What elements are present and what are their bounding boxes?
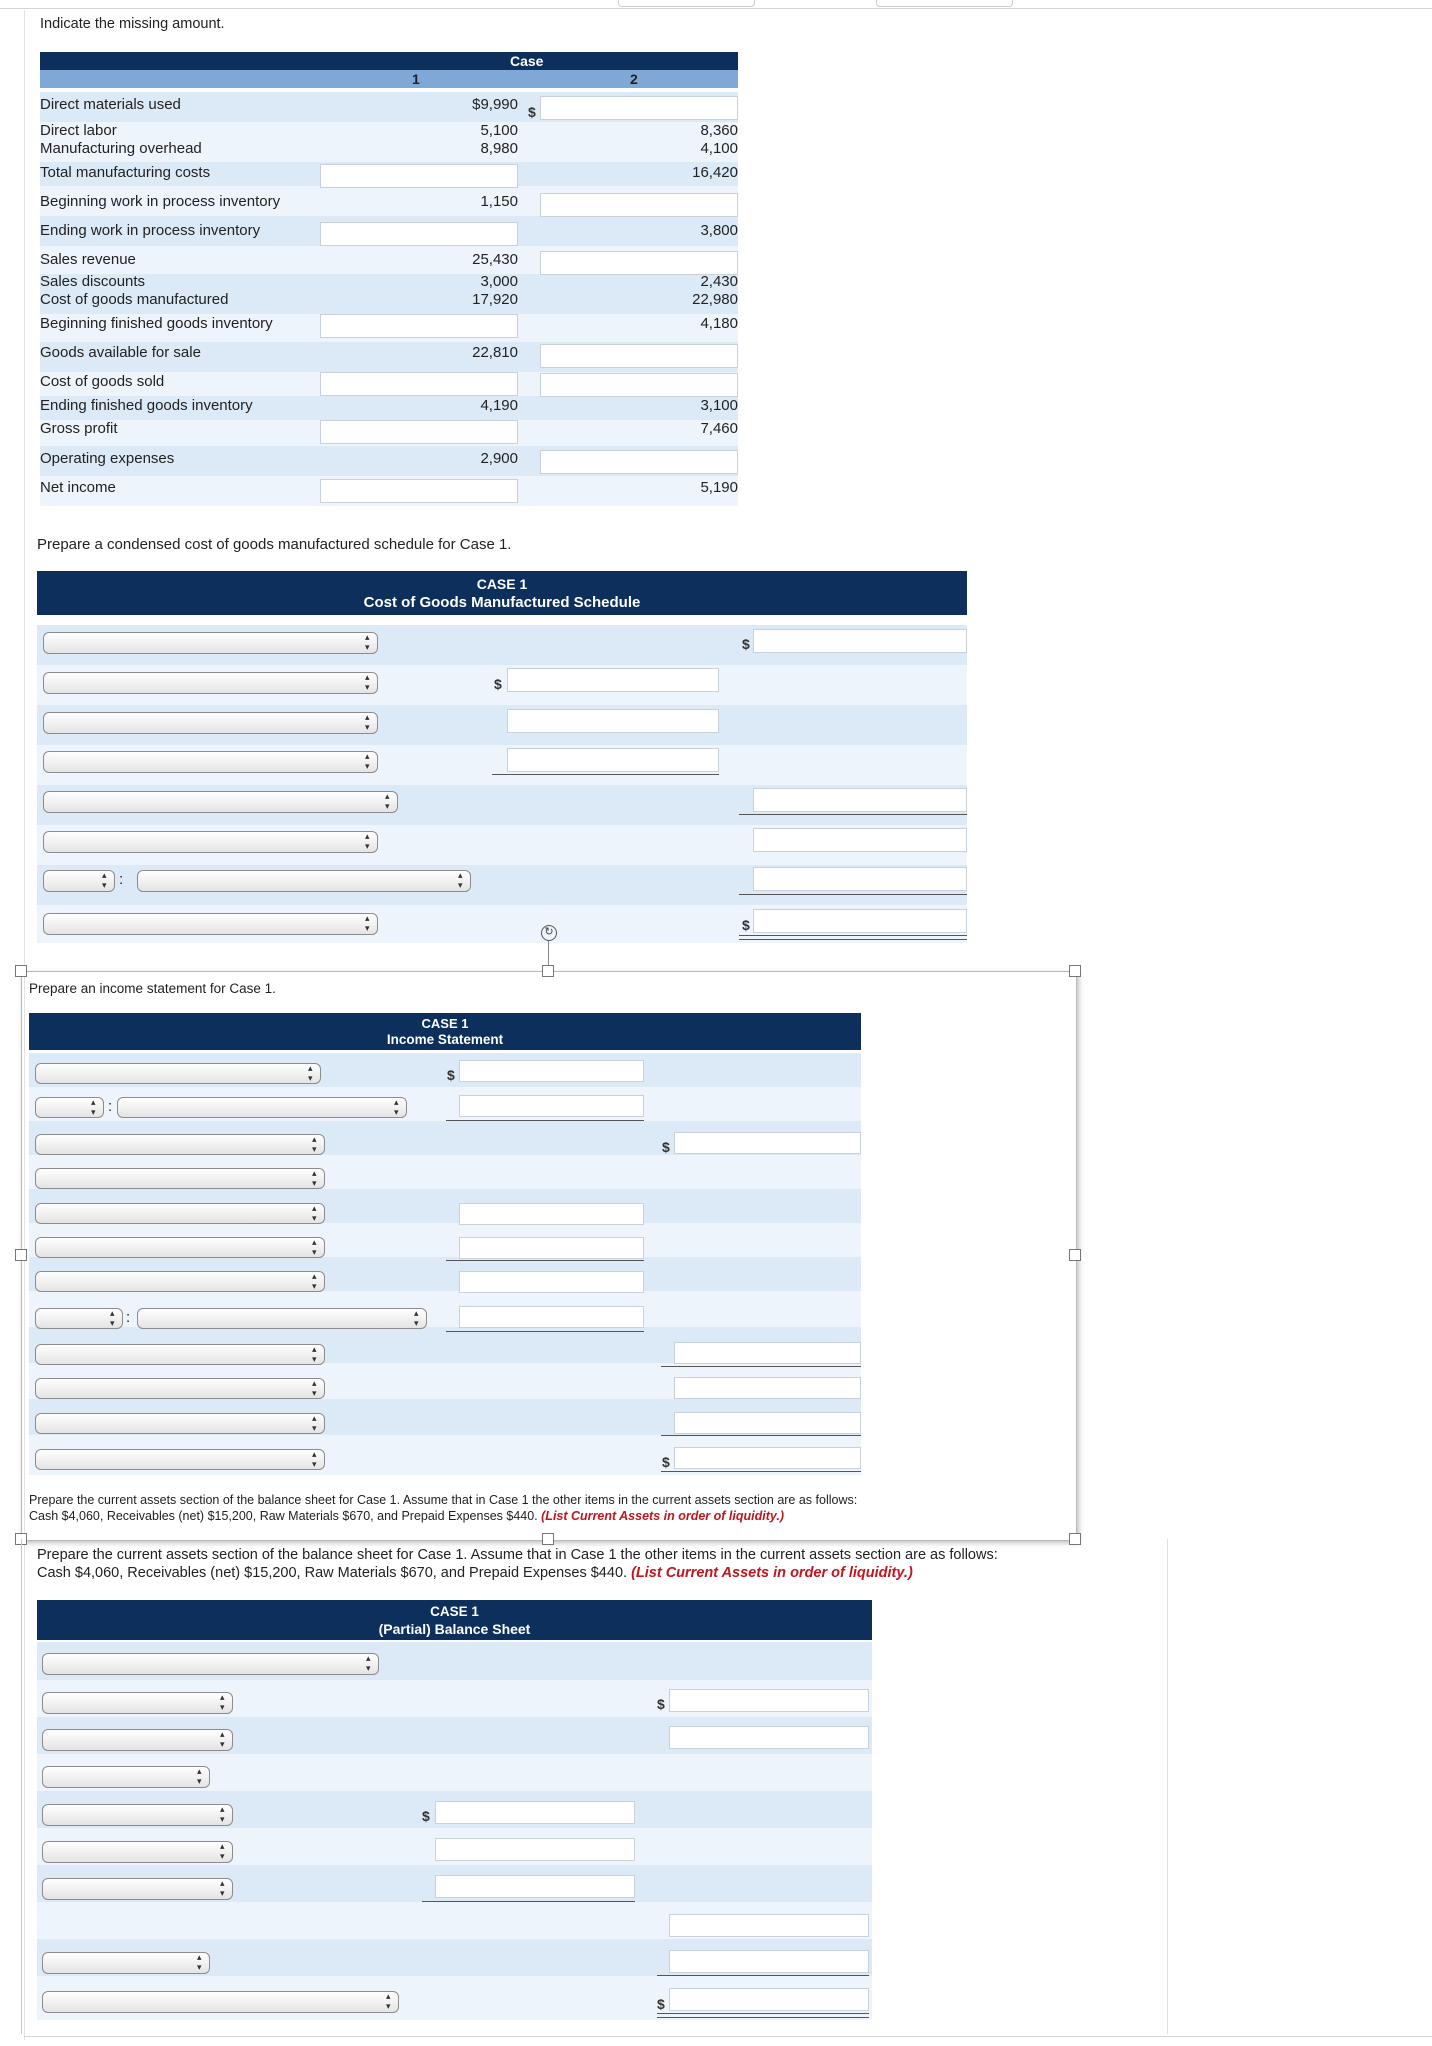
income-add-less-select[interactable]	[35, 1097, 104, 1118]
income-instruction: Prepare an income statement for Case 1.	[29, 981, 276, 996]
balance-note-small-line2	[29, 1508, 857, 1524]
balance-note-small-line1: Prepare the current assets section of the balance sheet for Case 1. Assume that in Case 1 the other items in the current assets section are as follows:	[29, 1493, 858, 1507]
cogm-line-select[interactable]	[137, 870, 471, 892]
rotate-handle-icon[interactable]: ↻	[541, 925, 557, 941]
cogm-dollar: $	[494, 676, 502, 692]
income-line-select[interactable]	[35, 1134, 325, 1155]
row-label: Net income	[40, 479, 116, 496]
case2-value: 2,430	[700, 273, 738, 290]
income-amount-input[interactable]	[459, 1271, 644, 1293]
cogm-underline	[739, 814, 967, 815]
balance-amount-input[interactable]	[435, 1801, 635, 1824]
row-label: Manufacturing overhead	[40, 140, 202, 157]
income-amount-input[interactable]	[674, 1412, 861, 1434]
resize-handle-icon[interactable]	[1069, 1533, 1081, 1545]
cogm-amount-input[interactable]	[507, 668, 719, 692]
income-line-select[interactable]	[35, 1449, 325, 1470]
case1-value: 22,810	[472, 344, 518, 361]
income-amount-input[interactable]	[674, 1377, 861, 1399]
case1-beginning-fg-input[interactable]	[320, 314, 518, 338]
income-table	[29, 1013, 861, 1475]
income-amount-input[interactable]	[459, 1237, 644, 1259]
cogm-underline	[739, 894, 967, 895]
case1-value: $9,990	[472, 96, 518, 113]
case1-cogs-input[interactable]	[320, 372, 518, 396]
cogm-line-select[interactable]	[43, 791, 398, 813]
balance-note-small-items: Cash $4,060, Receivables (net) $15,200, Raw Materials $670, and Prepaid Expenses $440.	[29, 1509, 538, 1523]
cogm-line-select[interactable]	[43, 712, 378, 734]
income-colon: :	[108, 1098, 113, 1115]
cogm-amount-input[interactable]	[507, 748, 719, 772]
income-amount-input[interactable]	[459, 1306, 644, 1328]
case2-value: 8,360	[700, 122, 738, 139]
cogm-amount-input[interactable]	[507, 709, 719, 733]
income-line-select[interactable]	[35, 1344, 325, 1365]
cogm-dollar: $	[742, 636, 750, 652]
case2-value: 22,980	[692, 291, 738, 308]
row-label: Sales discounts	[40, 273, 146, 290]
balance-line-select[interactable]	[42, 1804, 233, 1826]
balance-note-items: Cash $4,060, Receivables (net) $15,200, Raw Materials $670, and Prepaid Expenses $440.	[37, 1565, 628, 1581]
balance-line-select[interactable]	[42, 1952, 210, 1974]
balance-amount-input[interactable]	[435, 1838, 635, 1861]
cogm-header-line1: CASE 1	[476, 576, 528, 592]
balance-note-red: (List Current Assets in order of liquidity.)	[631, 1565, 913, 1581]
balance-note-small	[29, 1492, 857, 1524]
balance-table	[37, 1600, 872, 2020]
case2-operating-expenses-input[interactable]	[540, 450, 738, 474]
cogm-amount-input[interactable]	[753, 828, 967, 852]
balance-line-select[interactable]	[42, 1878, 233, 1900]
balance-panel-border-right	[1167, 1539, 1168, 2034]
row-label: Sales revenue	[40, 251, 136, 268]
case1-value: 3,000	[480, 273, 518, 290]
balance-amount-input[interactable]	[669, 1689, 869, 1712]
balance-line-select[interactable]	[42, 1841, 233, 1863]
row-label: Total manufacturing costs	[40, 164, 211, 181]
case1-value: 8,980	[480, 140, 518, 157]
balance-note-line1: Prepare the current assets section of the balance sheet for Case 1. Assume that in Case 1 the other items in the current assets section are as follows:	[37, 1547, 998, 1563]
case2-direct-materials-input[interactable]	[540, 96, 738, 120]
case1-value: 17,920	[472, 291, 518, 308]
row-label: Operating expenses	[40, 450, 175, 467]
balance-total-input[interactable]	[669, 1988, 869, 2011]
income-amount-input[interactable]	[459, 1203, 644, 1225]
balance-double-underline	[657, 2013, 869, 2014]
row-label: Cost of goods manufactured	[40, 291, 229, 308]
income-line-select[interactable]	[117, 1097, 407, 1118]
cogm-amount-input[interactable]	[753, 629, 967, 653]
case2-cogs-input[interactable]	[540, 373, 738, 397]
case2-value: 16,420	[692, 164, 738, 181]
row-label: Direct materials used	[40, 96, 181, 113]
row-label: Cost of goods sold	[40, 373, 165, 390]
balance-amount-input[interactable]	[669, 1950, 869, 1973]
top-tab-right[interactable]	[876, 0, 1013, 7]
row-label: Goods available for sale	[40, 344, 201, 361]
case2-value: 7,460	[700, 420, 738, 437]
income-underline	[446, 1260, 644, 1261]
income-line-select[interactable]	[35, 1203, 325, 1224]
cogm-line-select[interactable]	[43, 831, 378, 853]
case-header-label: Case	[510, 53, 544, 69]
case1-value: 25,430	[472, 251, 518, 268]
bottom-divider	[24, 2036, 1432, 2037]
resize-handle-icon[interactable]	[1069, 965, 1081, 977]
cogm-total-input[interactable]	[753, 909, 967, 933]
case2-value: 4,180	[700, 315, 738, 332]
balance-note-small-red: (List Current Assets in order of liquidity.)	[541, 1509, 784, 1523]
case2-value: 3,100	[700, 397, 738, 414]
cogm-amount-input[interactable]	[753, 867, 967, 891]
balance-double-underline	[657, 2017, 869, 2018]
case1-gross-profit-input[interactable]	[320, 420, 518, 444]
case1-value: 4,190	[480, 397, 518, 414]
income-amount-input[interactable]	[459, 1060, 644, 1082]
balance-panel-border-left	[21, 1539, 22, 2034]
case2-value: 4,100	[700, 140, 738, 157]
cogm-line-select[interactable]	[43, 751, 378, 773]
income-line-select[interactable]	[35, 1378, 325, 1399]
income-amount-input[interactable]	[674, 1342, 861, 1364]
balance-line-select[interactable]	[42, 1991, 399, 2013]
balance-underline	[657, 1975, 869, 1976]
case2-dollar-sign: $	[528, 104, 536, 120]
cogm-line-select[interactable]	[43, 913, 378, 935]
case-col-2-header: 2	[630, 71, 638, 87]
case2-goods-available-input[interactable]	[540, 344, 738, 368]
case1-value: 5,100	[480, 122, 518, 139]
case-table	[40, 52, 738, 506]
case2-beginning-wip-input[interactable]	[540, 193, 738, 217]
case1-net-income-input[interactable]	[320, 479, 518, 503]
balance-amount-input[interactable]	[435, 1875, 635, 1898]
income-underline	[446, 1120, 644, 1121]
case1-ending-wip-input[interactable]	[320, 222, 518, 246]
income-dollar: $	[662, 1454, 670, 1470]
income-net-income-input[interactable]	[674, 1447, 861, 1469]
row-label: Ending finished goods inventory	[40, 397, 253, 414]
income-underline	[661, 1435, 861, 1436]
case2-value: 3,800	[700, 222, 738, 239]
row-label: Beginning finished goods inventory	[40, 315, 273, 332]
case2-sales-revenue-input[interactable]	[540, 251, 738, 275]
balance-dollar: $	[422, 1808, 430, 1824]
income-underline	[661, 1366, 861, 1367]
top-tab-left[interactable]	[618, 0, 755, 7]
resize-handle-icon[interactable]	[15, 1249, 27, 1261]
balance-dollar: $	[657, 1696, 665, 1712]
balance-header-line2: (Partial) Balance Sheet	[378, 1621, 531, 1637]
row-label: Gross profit	[40, 420, 118, 437]
cogm-line-select[interactable]	[43, 672, 378, 694]
cogm-underline	[492, 774, 719, 775]
balance-line-select[interactable]	[42, 1766, 210, 1788]
income-double-underline	[661, 1471, 861, 1472]
balance-line-select[interactable]	[42, 1653, 379, 1675]
income-line-select[interactable]	[137, 1308, 427, 1329]
balance-note-line2	[37, 1564, 998, 1582]
income-amount-input[interactable]	[674, 1132, 861, 1154]
cogm-double-underline	[739, 935, 967, 936]
cogm-double-underline	[739, 939, 967, 940]
row-label: Beginning work in process inventory	[40, 193, 281, 210]
case1-value: 2,900	[480, 450, 518, 467]
case-header-bar	[40, 52, 738, 70]
cogm-colon: :	[119, 871, 124, 888]
income-line-select[interactable]	[35, 1063, 321, 1084]
missing-amount-instruction: Indicate the missing amount.	[40, 16, 225, 32]
row-label: Direct labor	[40, 122, 117, 139]
income-line-select[interactable]	[35, 1413, 325, 1434]
income-amount-input[interactable]	[459, 1095, 644, 1117]
cogm-amount-input[interactable]	[753, 788, 967, 812]
income-line-select[interactable]	[35, 1271, 325, 1292]
income-header-line2: Income Statement	[386, 1032, 504, 1047]
balance-line-select[interactable]	[42, 1692, 233, 1714]
cogm-table	[37, 571, 967, 943]
case-col-1-header: 1	[412, 71, 420, 87]
income-dollar: $	[662, 1139, 670, 1155]
balance-line-select[interactable]	[42, 1729, 233, 1751]
resize-handle-icon[interactable]	[542, 1533, 554, 1545]
cogm-instruction: Prepare a condensed cost of goods manufactured schedule for Case 1.	[37, 536, 512, 553]
resize-handle-icon[interactable]	[1069, 1249, 1081, 1261]
balance-header-line1: CASE 1	[430, 1604, 479, 1619]
balance-underline	[422, 1901, 635, 1902]
balance-amount-input[interactable]	[669, 1726, 869, 1749]
cogm-add-less-select[interactable]	[43, 870, 115, 892]
resize-handle-icon[interactable]	[542, 965, 554, 977]
income-underline	[446, 1331, 644, 1332]
case1-total-manufacturing-input[interactable]	[320, 164, 518, 188]
income-dollar: $	[447, 1067, 455, 1083]
cogm-dollar: $	[742, 917, 750, 933]
income-line-select[interactable]	[35, 1237, 325, 1258]
cogm-line-select[interactable]	[43, 632, 378, 654]
cogm-header-line2: Cost of Goods Manufactured Schedule	[363, 594, 641, 611]
resize-handle-icon[interactable]	[15, 965, 27, 977]
income-header-line1: CASE 1	[421, 1016, 469, 1031]
row-label: Ending work in process inventory	[40, 222, 261, 239]
top-divider	[0, 8, 1432, 9]
income-colon: :	[126, 1309, 131, 1326]
case2-value: 5,190	[700, 479, 738, 496]
income-add-less-select[interactable]	[35, 1308, 123, 1329]
balance-note	[37, 1546, 998, 1582]
case1-value: 1,150	[480, 193, 518, 210]
income-line-select[interactable]	[35, 1168, 325, 1189]
balance-dollar: $	[657, 1996, 665, 2012]
balance-amount-input[interactable]	[669, 1914, 869, 1937]
